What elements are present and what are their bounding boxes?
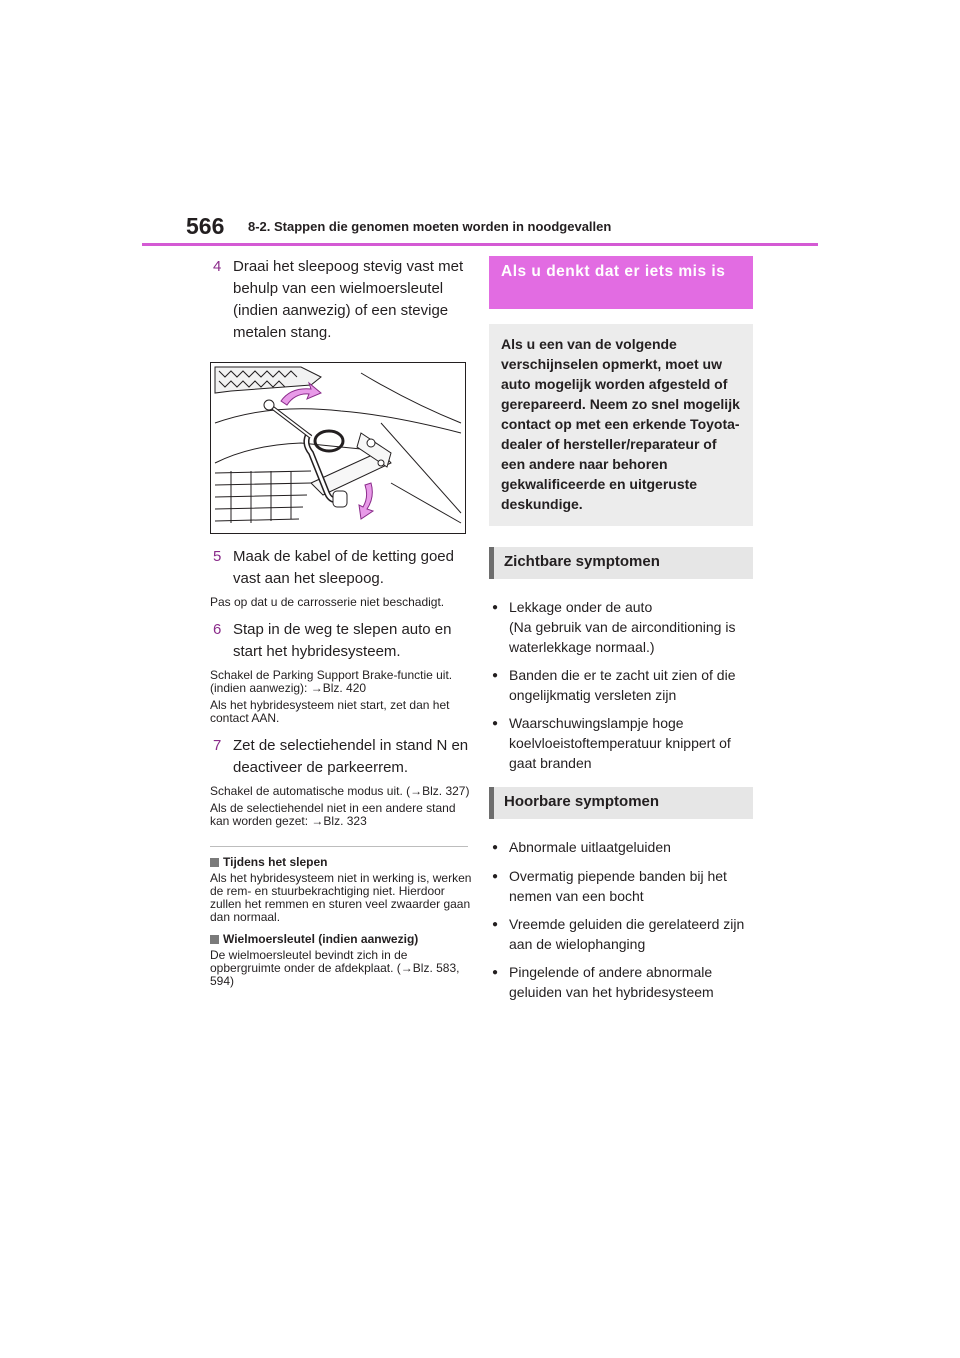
note-text: Pas op dat u de carrosserie niet beschadigt. [210,595,445,609]
page-number: 566 [186,213,225,239]
audible-symptoms-list [489,837,753,1002]
list-item [489,837,753,858]
step-number: 7 [213,737,222,754]
symptom-text: Pingelende of andere abnormale geluiden van het hybridesysteem [509,964,714,1000]
step-4 [210,256,472,344]
step-number: 4 [213,258,222,275]
note [210,669,472,725]
right-column [489,256,753,1010]
audible-symptoms-heading: Hoorbare symptomen [489,787,753,819]
visible-symptoms-list [489,597,753,773]
towing-heading-text: Tijdens het slepen [223,855,328,869]
symptom-text: Overmatig piepende banden bij het nemen van een bocht [509,868,727,904]
section-title: 8-2. Stappen die genomen moeten worden in noodgevallen [248,219,612,234]
list-item [489,665,753,705]
intro-box: Als u een van de volgende verschijnselen opmerkt, moet uw auto mogelijk worden afgesteld of gerepareerd. Neem zo snel mogelijk contact op met een erkende Toyota-dealer of hersteller/reparateur of een andere naar behoren gekwalificeerde en uitgeruste deskundige. [489,324,753,526]
bullet-icon: ● [492,871,499,882]
wrench-text: De wielmoersleutel bevindt zich in de opbergruimte onder de afdekplaat. (→Blz. 583, 594) [210,948,460,988]
note-text: Als het hybridesysteem niet start, zet dan het contact AAN. [210,698,450,725]
divider [210,846,468,847]
list-item [489,713,753,773]
tow-eye-drawing [211,363,465,533]
bullet-icon: ● [492,670,499,681]
note-text: Als de selectiehendel niet in een andere stand kan worden gezet: →Blz. 323 [210,801,456,828]
step-6 [210,619,472,663]
note-text: Schakel de Parking Support Brake-functie uit. (indien aanwezig): →Blz. 420 [210,668,453,695]
left-column [210,256,472,994]
note [210,785,472,828]
step-text: Stap in de weg te slepen auto en start het hybridesysteem. [233,621,452,660]
bullet-icon: ● [492,602,499,613]
bullet-icon: ● [492,919,499,930]
step-text: Maak de kabel of de ketting goed vast aan het sleepoog. [233,548,454,587]
list-item [489,866,753,906]
visible-symptoms-heading: Zichtbare symptomen [489,547,753,579]
note-text: Schakel de automatische modus uit. (→Blz. 327) [210,784,470,798]
step-text: Draai het sleepoog stevig vast met behulp van een wielmoersleutel (indien aanwezig) of een stevige metalen stang. [233,258,464,341]
bullet-icon: ● [492,718,499,729]
bullet-icon: ● [492,967,499,978]
step-7 [210,735,472,779]
wrench-heading-text: Wielmoersleutel (indien aanwezig) [223,932,419,946]
step-number: 6 [213,621,222,638]
symptom-text: Vreemde geluiden die gerelateerd zijn aan de wielophanging [509,916,745,952]
wrench-heading [210,932,472,946]
step-5 [210,546,472,590]
towing-text: Als het hybridesysteem niet in werking is, werken de rem- en stuurbekrachtiging niet. Hierdoor zullen het remmen en sturen veel zwaarder gaan dan normaal. [210,871,472,924]
note [210,596,472,609]
tow-eye-illustration [210,362,466,534]
square-bullet-icon [210,858,219,867]
symptom-text: Waarschuwingslampje hoge koelvloeistoftemperatuur knippert of gaat branden [509,715,731,771]
symptom-text: Lekkage onder de auto [509,599,653,615]
symptom-text: Banden die er te zacht uit zien of die ongelijkmatig versleten zijn [509,667,736,703]
square-bullet-icon [210,935,219,944]
list-item [489,914,753,954]
step-number: 5 [213,548,222,565]
towing-heading [210,855,472,869]
symptom-text: Abnormale uitlaatgeluiden [509,839,671,855]
section-banner: Als u denkt dat er iets mis is [489,256,753,309]
list-item [489,962,753,1002]
symptom-subtext: (Na gebruik van de airconditioning is waterlekkage normaal.) [509,619,736,655]
header-rule [142,243,818,246]
step-text: Zet de selectiehendel in stand N en deactiveer de parkeerrem. [233,737,469,776]
list-item [489,597,753,657]
bullet-icon: ● [492,842,499,853]
